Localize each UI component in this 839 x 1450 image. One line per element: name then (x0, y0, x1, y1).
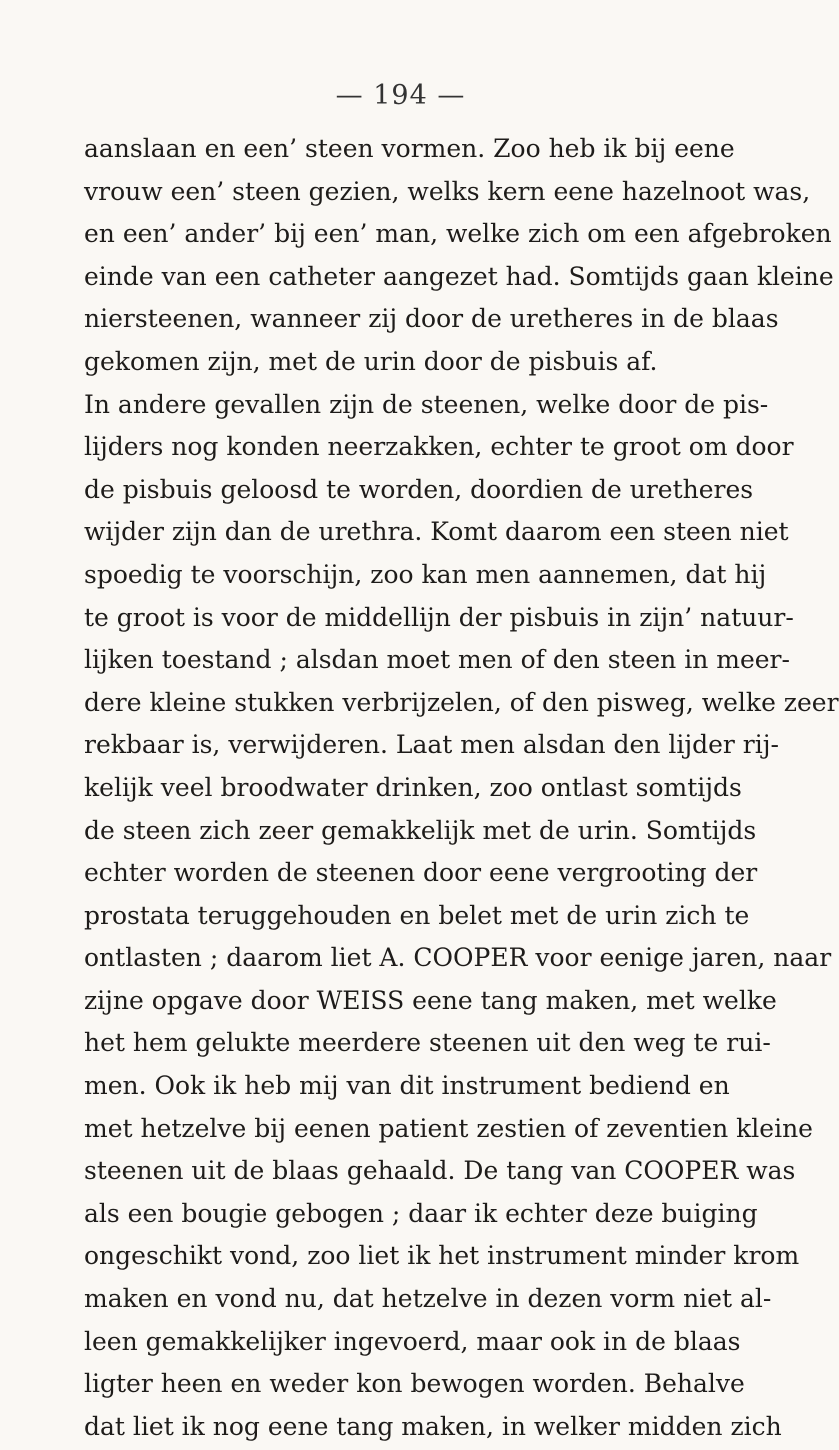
text-line: In andere gevallen zijn de steenen, welke door de pis- (84, 389, 769, 419)
text-line: echter worden de steenen door eene vergrooting der (84, 858, 758, 888)
text-line: dere kleine stukken verbrijzelen, of den pisweg, welke zeer (84, 687, 839, 717)
text-line: het hem gelukte meerdere steenen uit den weg te rui- (84, 1028, 771, 1058)
text-line: lijders nog konden neerzakken, echter te groot om door (84, 432, 794, 462)
text-line: als een bougie gebogen ; daar ik echter deze buiging (84, 1198, 758, 1228)
text-line: vrouw een’ steen gezien, welks kern eene hazelnoot was, (84, 176, 811, 206)
text-line: zijne opgave door WEISS eene tang maken, met welke (84, 985, 777, 1015)
text-line: wijder zijn dan de urethra. Komt daarom een steen niet (84, 517, 789, 547)
text-line: niersteenen, wanneer zij door de uretheres in de blaas (84, 304, 779, 334)
text-line: de steen zich zeer gemakkelijk met de urin. Somtijds (84, 815, 757, 845)
text-line: leen gemakkelijker ingevoerd, maar ook in de blaas (84, 1326, 741, 1356)
text-line: maken en vond nu, dat hetzelve in dezen vorm niet al- (84, 1284, 772, 1314)
text-line: kelijk veel broodwater drinken, zoo ontlast somtijds (84, 772, 742, 802)
text-line: ontlasten ; daarom liet A. COOPER voor eenige jaren, naar (84, 943, 832, 973)
text-line: men. Ook ik heb mij van dit instrument bediend en (84, 1071, 730, 1101)
text-line: dat liet ik nog eene tang maken, in welker midden zich (84, 1411, 782, 1441)
text-line: spoedig te voorschijn, zoo kan men aannemen, dat hij (84, 559, 767, 589)
text-line: steenen uit de blaas gehaald. De tang van COOPER was (84, 1156, 796, 1186)
page-number: — 194 — (335, 80, 466, 111)
text-line: te groot is voor de middellijn der pisbuis in zijn’ natuur- (84, 602, 794, 632)
text-line: aanslaan en een’ steen vormen. Zoo heb ik bij eene (84, 134, 735, 163)
body-text (84, 128, 839, 1448)
text-line: ongeschikt vond, zoo liet ik het instrument minder krom (84, 1241, 800, 1271)
text-line: ligter heen en weder kon bewogen worden. Behalve (84, 1369, 745, 1399)
text-line: met hetzelve bij eenen patient zestien of zeventien kleine (84, 1113, 813, 1143)
text-line: rekbaar is, verwijderen. Laat men alsdan den lijder rij- (84, 730, 779, 760)
text-line: en een’ ander’ bij een’ man, welke zich om een afgebroken (84, 219, 832, 249)
text-line: einde van een catheter aangezet had. Somtijds gaan kleine (84, 261, 834, 291)
text-line: lijken toestand ; alsdan moet men of den steen in meer- (84, 645, 790, 675)
text-line: gekomen zijn, met de urin door de pisbuis af. (84, 346, 658, 376)
text-line: prostata teruggehouden en belet met de urin zich te (84, 900, 750, 930)
text-line: de pisbuis geloosd te worden, doordien de uretheres (84, 474, 754, 504)
